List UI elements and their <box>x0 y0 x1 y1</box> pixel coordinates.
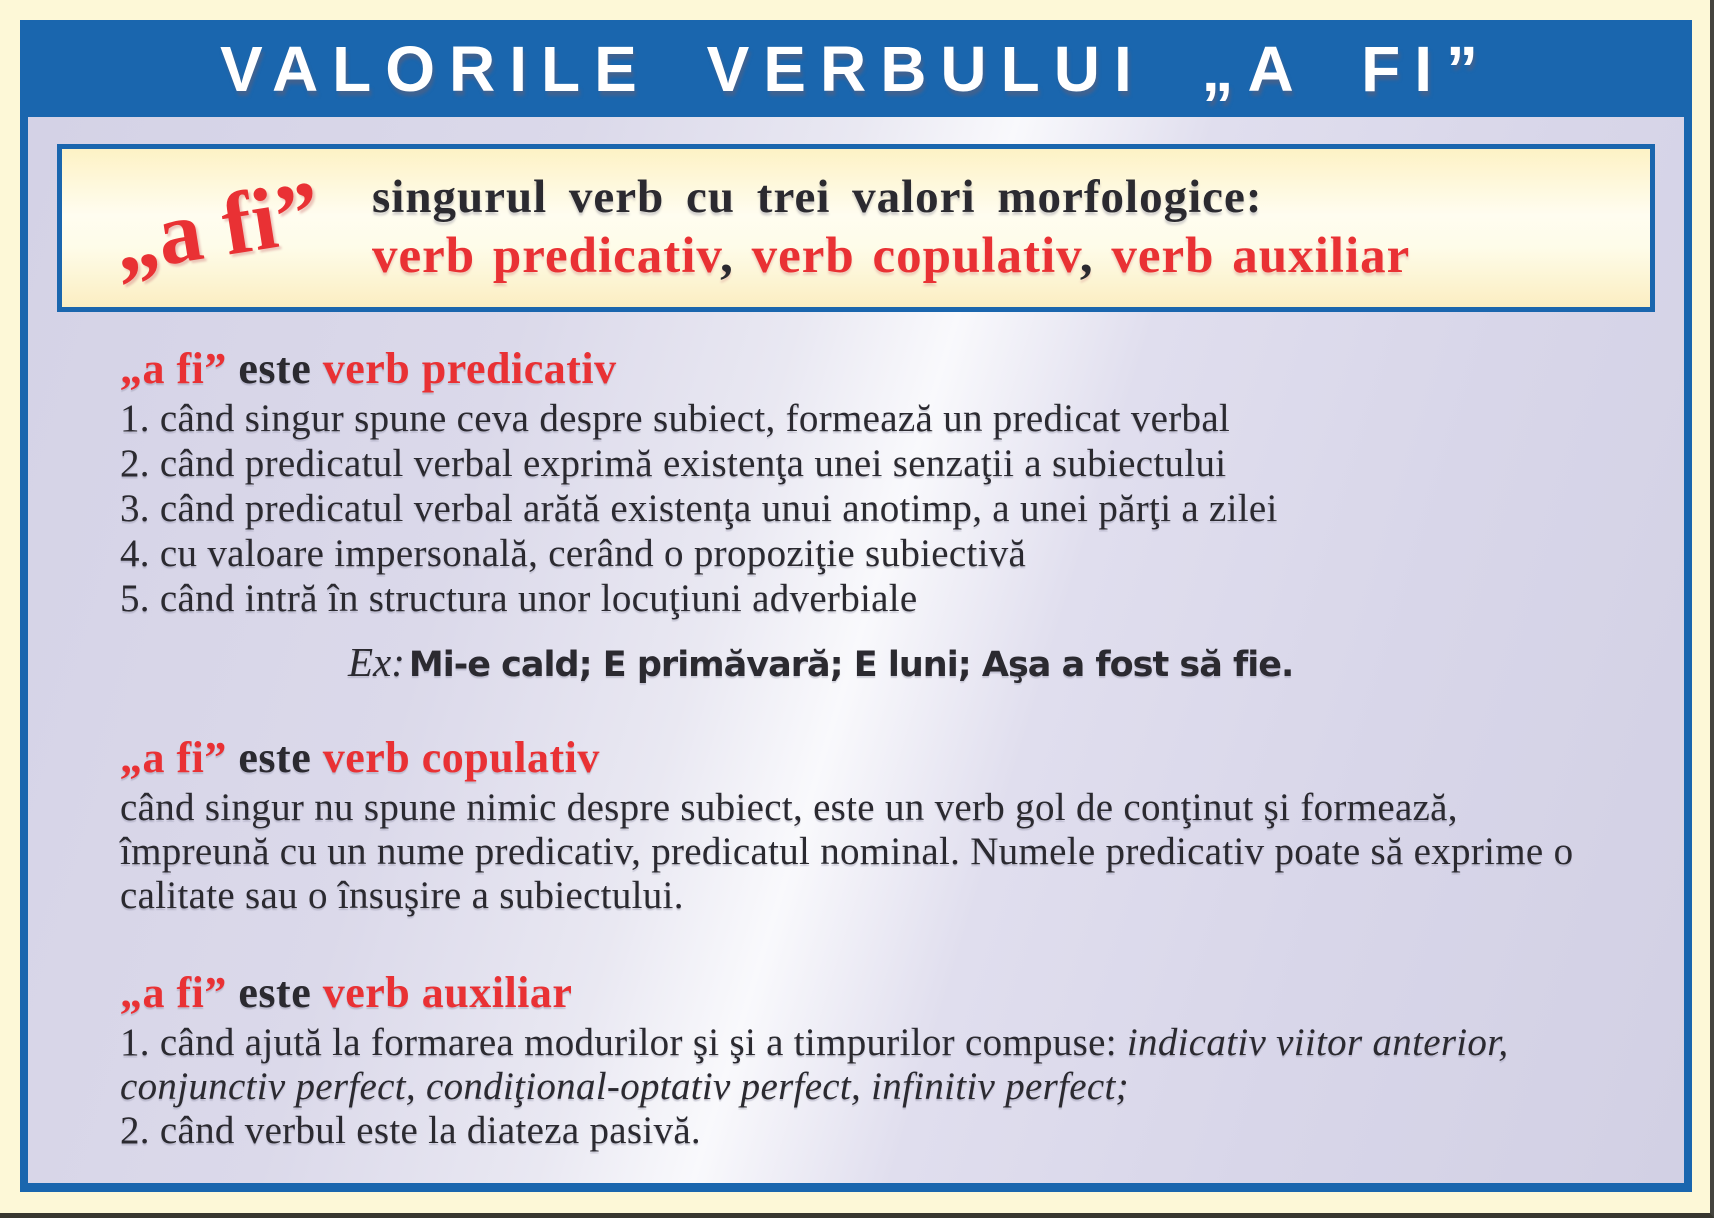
list-item: 1. când singur spune ceva despre subiect, formează un predicat verbal <box>120 397 1231 440</box>
section-heading-predicativ <box>120 344 1654 394</box>
section-heading-auxiliar <box>120 968 1654 1018</box>
section-heading-copulativ <box>120 733 1654 783</box>
page-title: VALORILE VERBULUI „A FI” <box>220 32 1492 105</box>
heading-label: verb auxiliar <box>322 968 573 1017</box>
heading-label: verb predicativ <box>322 344 617 393</box>
content-panel <box>28 117 1684 1183</box>
separator: , <box>720 227 752 284</box>
list-item: 3. când predicatul verbal arătă existenţa unui anotimp, a unei părţi a zilei <box>120 487 1278 530</box>
auxiliar-item-1: 1. când ajută la formarea modurilor şi şi a timpurilor compuse: <box>120 1021 1127 1064</box>
auxiliar-item-1-italic: indicativ viitor anterior, conjunctiv perfect, condiţional-optativ perfect, infinitiv perfect; <box>120 1021 1509 1108</box>
example-prefix: Ex: <box>348 639 405 685</box>
auxiliar-body-text <box>120 1021 1600 1153</box>
intro-definition-box <box>57 144 1655 312</box>
main-panel <box>20 20 1692 1192</box>
value-copulativ: verb copulativ <box>751 227 1080 284</box>
intro-values-line <box>372 226 1410 286</box>
copulativ-body-text: când singur nu spune nimic despre subiect, este un verb gol de conţinut şi formează, împreună cu un nume predicativ, predicatul nominal. Numele predicativ poate să exprime o calitate sau o însuşire a subiectului. <box>120 786 1574 917</box>
header-bar <box>20 20 1692 117</box>
list-item: 5. când intră în structura unor locuţiuni adverbiale <box>120 577 918 620</box>
sections-container <box>28 344 1684 1153</box>
value-predicativ: verb predicativ <box>372 227 721 284</box>
auxiliar-item-2: 2. când verbul este la diateza pasivă. <box>120 1109 701 1152</box>
intro-definition <box>372 170 1410 286</box>
heading-term: „a fi” <box>120 733 227 782</box>
list-item: 2. când predicatul verbal exprimă existenţa unei senzaţii a subiectului <box>120 442 1227 485</box>
example-text: Mi-e cald; E primăvară; E luni; Aşa a fost să fie. <box>408 645 1294 685</box>
heading-connector: este <box>226 968 323 1017</box>
heading-term: „a fi” <box>120 968 227 1017</box>
example-line <box>120 639 1654 695</box>
heading-connector: este <box>226 733 323 782</box>
intro-term-a-fi: „a fi” <box>106 163 328 292</box>
intro-definition-line: singurul verb cu trei valori morfologice: <box>372 171 1263 224</box>
value-auxiliar: verb auxiliar <box>1111 227 1411 284</box>
separator: , <box>1079 227 1112 284</box>
predicativ-item-list <box>120 396 1654 621</box>
heading-term: „a fi” <box>120 344 227 393</box>
heading-label: verb copulativ <box>322 733 600 782</box>
heading-connector: este <box>226 344 323 393</box>
list-item: 4. cu valoare impersonală, cerând o propoziţie subiectivă <box>120 532 1027 575</box>
